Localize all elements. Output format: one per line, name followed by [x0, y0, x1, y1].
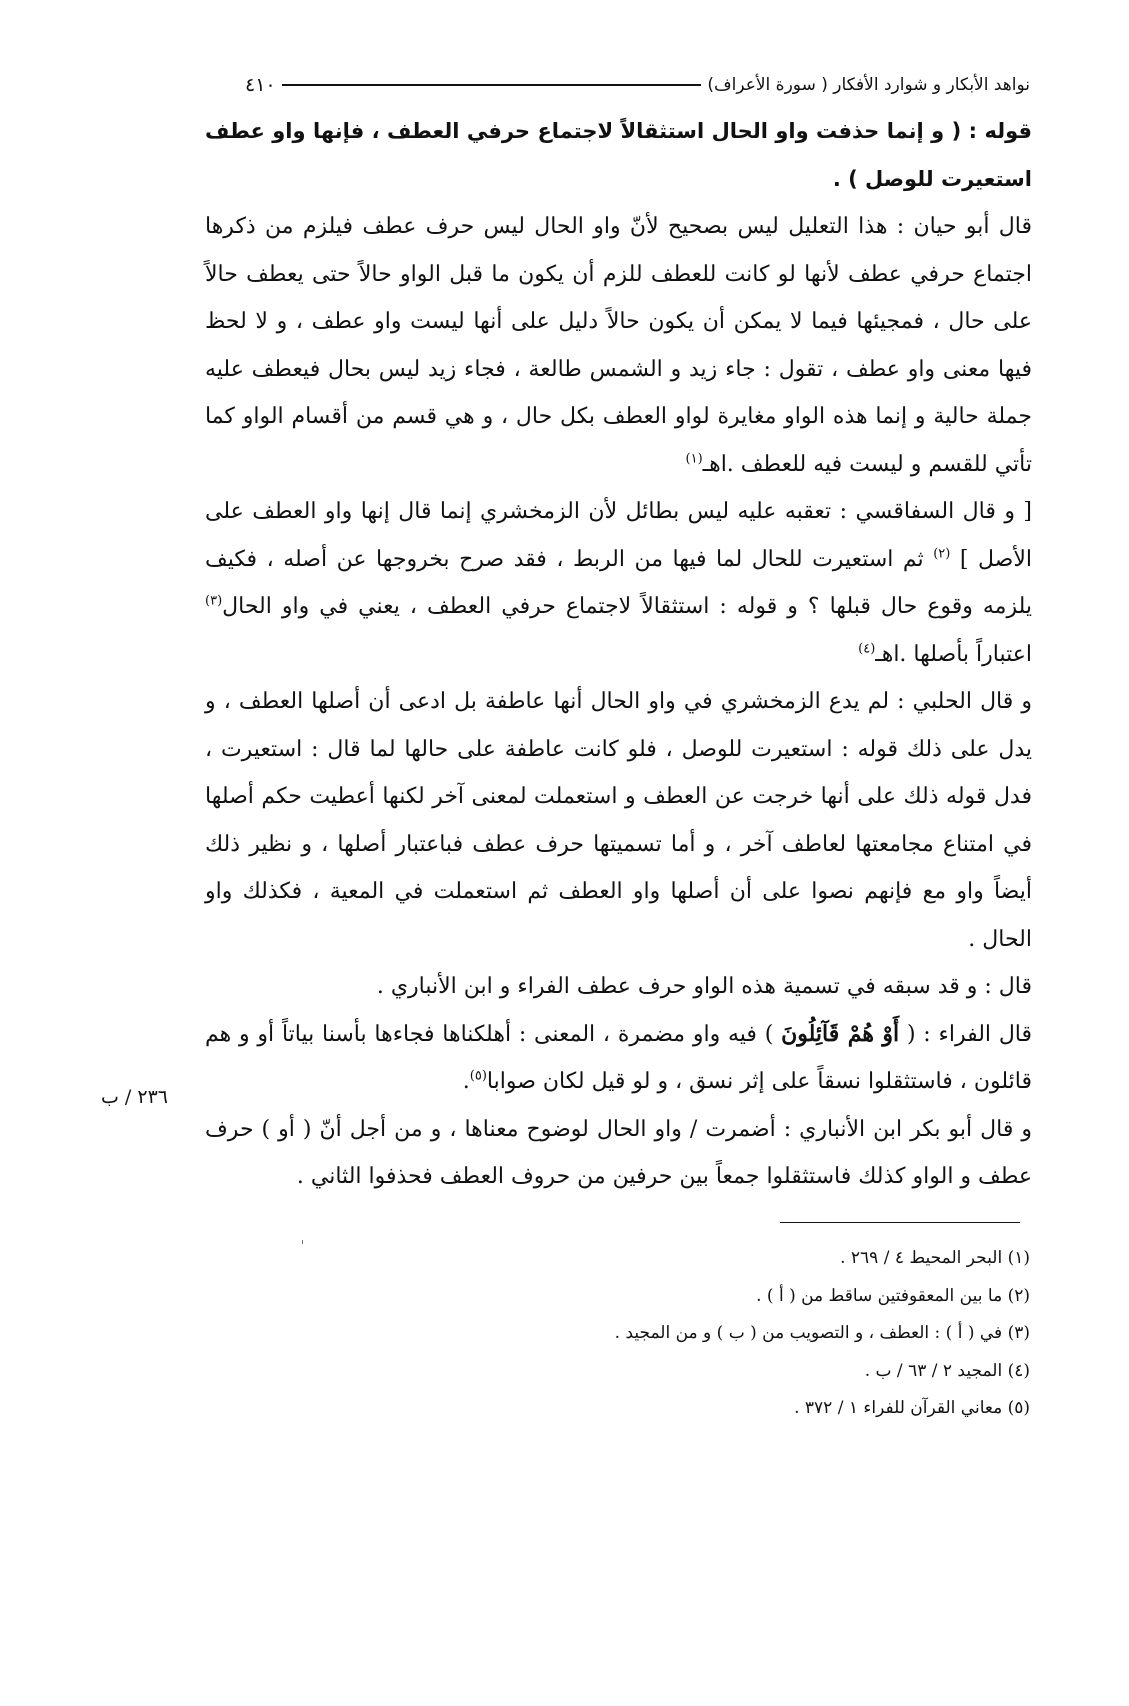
paragraph-abu-hayyan — [205, 203, 1032, 488]
footnote-item: (٥) معاني القرآن للفراء ١ / ٣٧٢ . — [794, 1398, 1030, 1418]
main-text — [205, 108, 1032, 1201]
header-title: نواهد الأبكار و شوارد الأفكار ( سورة الأعراف) — [707, 75, 1030, 95]
header-rule — [282, 84, 702, 86]
margin-folio-note: ٢٣٦ / ب — [101, 1086, 168, 1108]
paragraph-text: قال أبو حيان : هذا التعليل ليس بصحيح لأنّ واو الحال ليس حرف عطف فيلزم من ذكرها اجتماع حرفي عطف لأنها لو كانت للعطف للزم أن يكون ما قبل الواو حالاً حتى يعطف حالاً على حال ، فمجيئها فيما لا يمكن أن يكون حالاً دليل على أنها ليست واو عطف ، و لا لحظ فيها معنى واو عطف ، تقول : جاء زيد و الشمس طالعة ، فجاء زيد ليس بحال فيعطف عليه جملة حالية و إنما هذه الواو مغايرة لواو العطف بكل حال ، و هي قسم من أقسام الواو كما تأتي للقسم و ليست فيه للعطف .اهـ — [205, 214, 1032, 477]
footnote-ref-1: (١) — [685, 451, 703, 467]
lemma-heading: قوله : ( و إنما حذفت واو الحال استثقالاً لاجتماع حرفي العطف ، فإنها واو عطف استعيرت للوصل ) . — [205, 119, 1032, 191]
paragraph-safaqsi — [205, 488, 1032, 678]
footnote-ref-3: (٣) — [205, 593, 223, 609]
footnotes — [450, 1240, 1030, 1428]
footnote-ref-2: (٢) — [933, 546, 951, 562]
footnote-item: (٤) المجيد ٢ / ٦٣ / ب . — [864, 1360, 1030, 1381]
paragraph-farra — [205, 1011, 1032, 1106]
paragraph-text: اعتباراً بأصلها .اهـ — [875, 641, 1032, 667]
paragraph-text: قال الفراء : ( — [906, 1021, 1033, 1047]
stray-mark — [302, 1240, 303, 1244]
quran-quote: أَوْ هُمْ قَآئِلُونَ — [781, 1020, 900, 1047]
paragraph-halabi: و قال الحلبي : لم يدع الزمخشري في واو الحال أنها عاطفة بل ادعى أن أصلها العطف ، و يدل على ذلك قوله : استعيرت للوصل ، فلو كانت عاطفة على حالها لما قال : استعيرت ، فدل قوله ذلك على أنها خرجت عن العطف و استعملت لمعنى آخر لكنها أعطيت حكم أصلها في امتناع مجامعتها لعاطف آخر ، و أما تسميتها حرف عطف فباعتبار أصلها ، و نظير ذلك أيضاً واو مع فإنهم نصوا على أن أصلها واو العطف ثم استعملت في المعية ، فكذلك واو الحال . — [205, 689, 1032, 952]
running-header — [245, 68, 1030, 102]
footnote-item: (١) البحر المحيط ٤ / ٢٦٩ . — [840, 1248, 1030, 1268]
paragraph-text: ) فيه واو مضمرة ، المعنى : أهلكناها فجاءها بأسنا بياتاً أو و هم قائلون ، فاستثقلوا نسقاً على إثر نسق ، و لو قيل لكان صوابا — [205, 1021, 1032, 1094]
paragraph-text: [ و قال السفاقسي : تعقبه عليه ليس بطائل لأن الزمخشري إنما قال إنها واو العطف على الأصل ] — [205, 499, 1033, 572]
footnote-ref-4: (٤) — [858, 641, 876, 657]
footnote-item: (٢) ما بين المعقوفتين ساقط من ( أ ) . — [756, 1285, 1030, 1306]
footnote-item: (٣) في ( أ ) : العطف ، و التصويب من ( ب ) و من المجيد . — [614, 1323, 1030, 1343]
page-number: ٤١٠ — [245, 74, 276, 96]
paragraph-farra-intro: قال : و قد سبقه في تسمية هذه الواو حرف عطف الفراء و ابن الأنباري . — [376, 974, 1032, 999]
footnote-ref-5: (٥) — [469, 1068, 487, 1084]
paragraph-anbari: و قال أبو بكر ابن الأنباري : أضمرت / واو الحال لوضوح معناها ، و من أجل أنّ ( أو ) حرف عطف و الواو كذلك فاستثقلوا جمعاً بين حرفين من حروف العطف فحذفوا الثاني . — [205, 1116, 1032, 1189]
paragraph-text: . — [462, 1069, 470, 1094]
footnote-rule — [780, 1222, 1020, 1223]
paragraph-text: ثم استعيرت للحال لما فيها من الربط ، فقد صرح بخروجها عن أصله ، فكيف يلزمه وقوع حال قبلها ؟ و قوله : استثقالاً لاجتماع حرفي العطف ، يعني في واو الحال — [205, 546, 1032, 619]
